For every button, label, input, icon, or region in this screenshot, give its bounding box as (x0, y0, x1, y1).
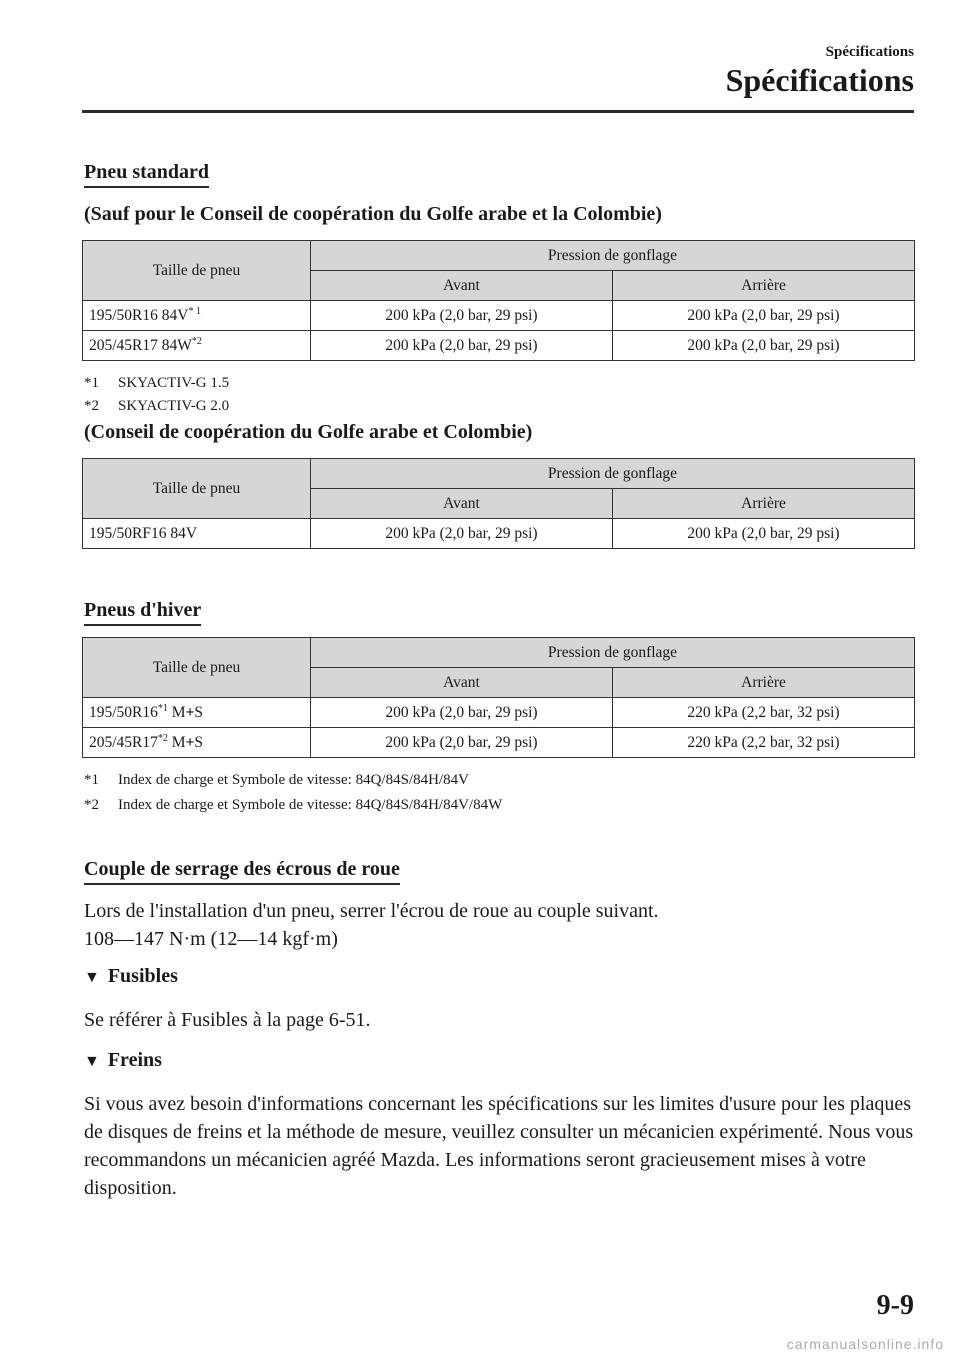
footnote: *1 SKYACTIV-G 1.5 (84, 375, 230, 391)
triangle-down-icon: ▼ (84, 969, 100, 986)
section-title-pneus-hiver: Pneus d'hiver (84, 598, 201, 626)
front-pressure-cell: 200 kPa (2,0 bar, 29 psi) (311, 331, 613, 361)
mud-snow-symbol: M+S (171, 733, 204, 751)
tire-pressure-table-winter (82, 637, 915, 758)
front-pressure-cell: 200 kPa (2,0 bar, 29 psi) (311, 728, 613, 758)
col-header-front: Avant (311, 489, 613, 519)
tire-pressure-table-gcc (82, 458, 915, 549)
watermark: carmanualsonline.info (786, 1336, 944, 1352)
col-header-front: Avant (311, 668, 613, 698)
heading-fusibles: ▼ Fusibles (84, 965, 178, 987)
front-pressure-cell: 200 kPa (2,0 bar, 29 psi) (311, 301, 613, 331)
table-row (83, 698, 915, 728)
rear-pressure-cell: 220 kPa (2,2 bar, 32 psi) (613, 728, 915, 758)
table-row (83, 519, 915, 549)
freins-text: Si vous avez besoin d'informations concernant les spécifications sur les limites d'usure pour les plaques de disques de freins et la méthode de mesure, veuillez consulter un mécanicien expérimenté. Nous vous recommandons un mécanicien agréé Mazda. Les informations seront gracieusement mises à votre disposition. (84, 1093, 914, 1199)
fusibles-text: Se référer à Fusibles à la page 6-51. (84, 1009, 371, 1031)
col-header-pressure: Pression de gonflage (311, 459, 915, 489)
section-title-pneu-standard: Pneu standard (84, 160, 209, 188)
tire-size-cell: 195/50R16 $84V^{* 1}$ (83, 301, 311, 331)
tire-pressure-table-standard (82, 240, 915, 361)
page-number: 9-9 (876, 1290, 914, 1321)
col-header-pressure: Pression de gonflage (311, 638, 915, 668)
footnote-mark: *2 (157, 732, 168, 744)
rear-pressure-cell: 200 kPa (2,0 bar, 29 psi) (613, 301, 915, 331)
footnote: *1 Index de charge et Symbole de vitesse: 84Q/84S/84H/84V (84, 772, 469, 788)
section-title-couple-serrage: Couple de serrage des écrous de roue (84, 857, 400, 885)
torque-instruction: Lors de l'installation d'un pneu, serrer l'écrou de roue au couple suivant. (84, 900, 659, 922)
rear-pressure-cell: 200 kPa (2,0 bar, 29 psi) (613, 331, 915, 361)
triangle-down-icon: ▼ (84, 1053, 100, 1070)
col-header-front: Avant (311, 271, 613, 301)
chapter-title: Spécifications (725, 62, 914, 98)
rear-pressure-cell: 220 kPa (2,2 bar, 32 psi) (613, 698, 915, 728)
footnote: *2 SKYACTIV-G 2.0 (84, 398, 230, 414)
tire-size-cell: 195/50R16$^{*1}$ M+S (83, 698, 311, 728)
subtitle-gcc: (Conseil de coopération du Golfe arabe et Colombie) (84, 421, 533, 443)
tire-size-cell: 205/45R17$^{*2}$ M+S (83, 728, 311, 758)
footnote-mark: *2 (191, 335, 202, 347)
front-pressure-cell: 200 kPa (2,0 bar, 29 psi) (311, 519, 613, 549)
table-row (83, 331, 915, 361)
heading-freins: ▼ Freins (84, 1049, 162, 1071)
col-header-tire-size: Taille de pneu (83, 638, 311, 698)
tire-size-cell: 205/45R17 $84W^{*2}$ (83, 331, 311, 361)
footnote-mark: * 1 (188, 305, 201, 317)
col-header-rear: Arrière (613, 668, 915, 698)
tire-size-cell: 195/50RF16 84V (83, 519, 311, 549)
torque-value: 108―147 N·m (12―14 kgf·m) (84, 928, 338, 950)
running-title: Spécifications (825, 44, 914, 60)
front-pressure-cell: 200 kPa (2,0 bar, 29 psi) (311, 698, 613, 728)
table-row (83, 728, 915, 758)
col-header-tire-size: Taille de pneu (83, 459, 311, 519)
table-row (83, 301, 915, 331)
mud-snow-symbol: M+S (171, 703, 204, 721)
footnote-mark: *1 (157, 702, 168, 714)
header-divider (82, 110, 914, 113)
rear-pressure-cell: 200 kPa (2,0 bar, 29 psi) (613, 519, 915, 549)
col-header-rear: Arrière (613, 271, 915, 301)
subtitle-sauf-gcc: (Sauf pour le Conseil de coopération du Golfe arabe et la Colombie) (84, 203, 662, 225)
footnote: *2 Index de charge et Symbole de vitesse: 84Q/84S/84H/84V/84W (84, 797, 503, 813)
col-header-pressure: Pression de gonflage (311, 241, 915, 271)
col-header-tire-size: Taille de pneu (83, 241, 311, 301)
col-header-rear: Arrière (613, 489, 915, 519)
